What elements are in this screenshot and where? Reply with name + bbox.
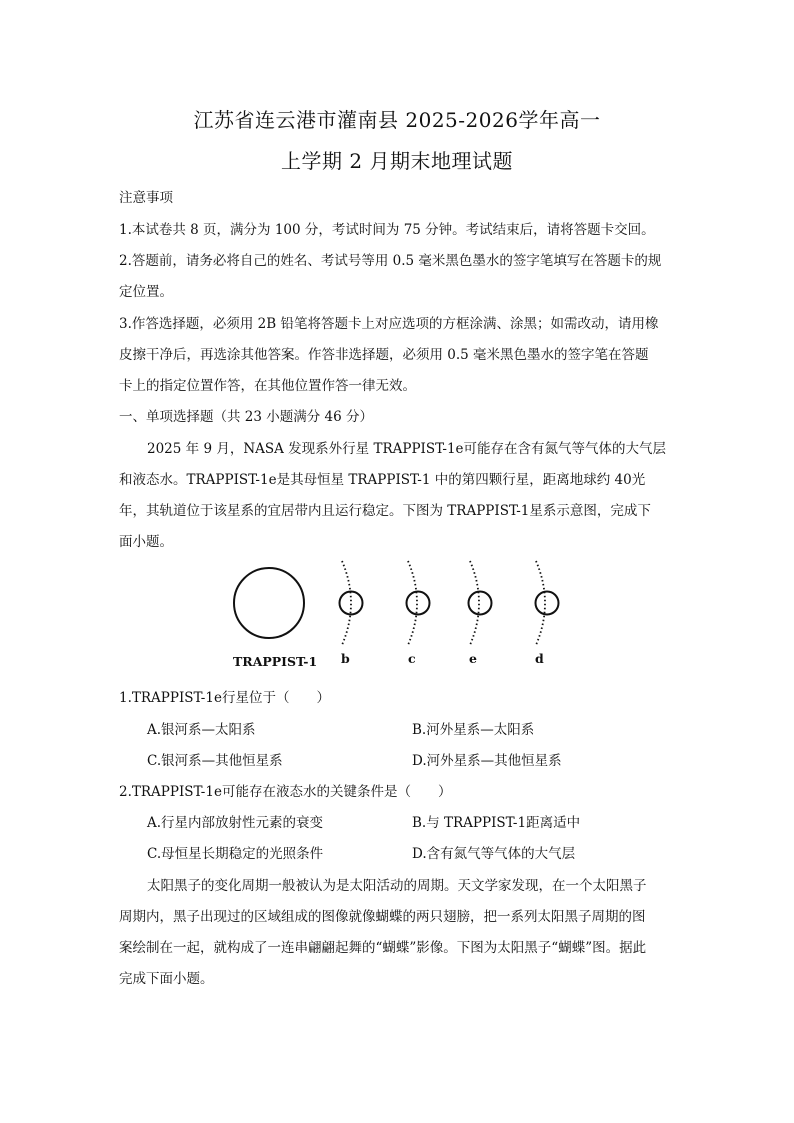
passage-line: 2025 年 9 月，NASA 发现系外行星 TRAPPIST-1e可能存在含有氮气等气体的大气层 xyxy=(147,441,667,457)
notice-line: 皮擦干净后，再选涂其他答案。作答非选择题，必须用 0.5 毫米黑色墨水的签字笔在答题 xyxy=(119,347,649,363)
orbit-arc-e xyxy=(470,561,479,645)
planet-label-e: e xyxy=(469,651,477,666)
question-1-stem: 1.TRAPPIST-1e行星位于（ ） xyxy=(119,690,330,706)
passage-line: 和液态水。TRAPPIST-1e是其母恒星 TRAPPIST-1 中的第四颗行星，距离地球约 40光 xyxy=(119,472,646,488)
planet-label-c: c xyxy=(408,651,416,666)
q1-option-a: A.银河系—太阳系 xyxy=(147,722,256,738)
question-2-stem: 2.TRAPPIST-1e可能存在液态水的关键条件是（ ） xyxy=(119,784,452,800)
planet-label-d: d xyxy=(535,651,544,666)
q1-option-b: B.河外星系—太阳系 xyxy=(412,722,535,738)
q2-option-d: D.含有氮气等气体的大气层 xyxy=(412,846,576,862)
q2-option-a: A.行星内部放射性元素的衰变 xyxy=(147,815,324,831)
passage-line: 案绘制在一起，就构成了一连串翩翩起舞的“蝴蝶”影像。下图为太阳黑子“蝴蝶”图。据此 xyxy=(119,940,647,956)
passage-line: 太阳黑子的变化周期一般被认为是太阳活动的周期。天文学家发现，在一个太阳黑子 xyxy=(147,878,647,894)
exam-title-line2: 上学期 2 月期末地理试题 xyxy=(281,149,513,173)
passage-line: 年，其轨道位于该星系的宜居带内且运行稳定。下图为 TRAPPIST-1星系示意图，完成下 xyxy=(119,503,651,519)
orbit-arc-b xyxy=(342,561,351,645)
notice-line: 定位置。 xyxy=(119,284,173,300)
section-heading: 一、单项选择题（共 23 小题满分 46 分） xyxy=(119,409,374,425)
planet-circle-e xyxy=(469,592,492,615)
star-circle xyxy=(234,568,304,638)
planet-circle-b xyxy=(340,592,363,615)
planet-label-b: b xyxy=(341,651,350,666)
planet-circle-c xyxy=(407,592,430,615)
notice-line: 3.作答选择题，必须用 2B 铅笔将答题卡上对应选项的方框涂满、涂黑；如需改动，请用橡 xyxy=(119,316,659,332)
notice-line: 2.答题前，请务必将自己的姓名、考试号等用 0.5 毫米黑色墨水的签字笔填写在答题卡的规 xyxy=(119,253,662,269)
orbit-arc-c xyxy=(408,561,417,645)
planet-circle-d xyxy=(536,592,559,615)
passage-line: 完成下面小题。 xyxy=(119,971,214,987)
star-label: TRAPPIST-1 xyxy=(233,654,318,669)
q1-option-d: D.河外星系—其他恒星系 xyxy=(412,753,562,769)
q2-option-c: C.母恒星长期稳定的光照条件 xyxy=(147,846,324,862)
notice-heading: 注意事项 xyxy=(119,190,173,206)
orbit-arc-d xyxy=(536,561,545,645)
notice-line: 卡上的指定位置作答，在其他位置作答一律无效。 xyxy=(119,378,416,394)
q2-option-b: B.与 TRAPPIST-1距离适中 xyxy=(412,815,581,831)
notice-line: 1.本试卷共 8 页，满分为 100 分，考试时间为 75 分钟。考试结束后，请将答题卡交回。 xyxy=(119,222,655,238)
exam-title-line1: 江苏省连云港市灌南县 2025-2026学年高一 xyxy=(193,108,601,132)
trappist-system-diagram xyxy=(225,556,585,674)
passage-line: 周期内，黑子出现过的区域组成的图像就像蝴蝶的两只翅膀，把一系列太阳黑子周期的图 xyxy=(119,909,646,925)
passage-line: 面小题。 xyxy=(119,534,173,550)
q1-option-c: C.银河系—其他恒星系 xyxy=(147,753,283,769)
